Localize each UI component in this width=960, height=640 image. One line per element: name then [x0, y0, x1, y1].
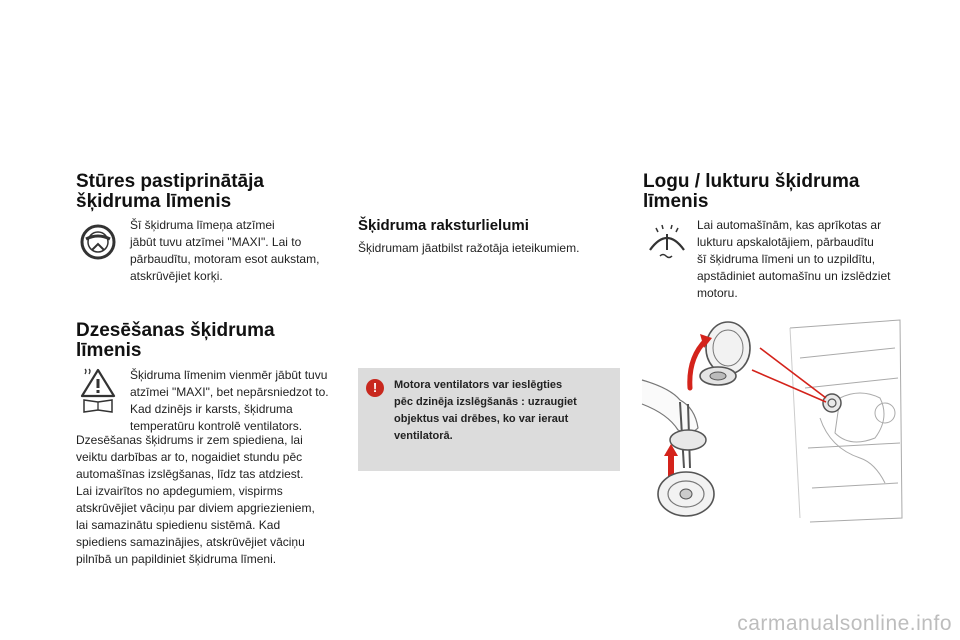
steering-wheel-icon: [78, 222, 118, 262]
steering-fluid-text: Šī šķidruma līmeņa atzīmei jābūt tuvu atzīmei "MAXI". Lai to pārbaudītu, motoram esot aukstam, atskrūvējiet korķi.: [130, 218, 320, 283]
exclamation-icon: !: [366, 379, 384, 397]
washer-fluid-text: Lai automašīnām, kas aprīkotas ar lukturu apskalotājiem, pārbaudītu šī šķidruma līmeni un to uzpildītu, apstādiniet automašīnu un izslēdziet motoru.: [697, 218, 891, 300]
fluid-specs-title: Šķidruma raksturlielumi: [358, 217, 529, 234]
engine-bay-illustration: [640, 318, 905, 524]
washer-fluid-title: Logu / lukturu šķidruma līmenis: [643, 171, 860, 212]
coolant-title: Dzesēšanas šķidruma līmenis: [76, 320, 275, 361]
hot-warning-icon: [80, 368, 116, 414]
coolant-text-indent: Šķidruma līmenim vienmēr jābūt tuvu atzīmei "MAXI", bet nepārsniedzot to. Kad dzinējs ir karsts, šķidruma temperatūru kontrolē ventilators.: [130, 368, 329, 433]
washer-fluid-icon: [646, 222, 688, 260]
steering-fluid-title: Stūres pastiprinātāja šķidruma līmenis: [76, 171, 264, 212]
fluid-specs-text: Šķidrumam jāatbilst ražotāja ieteikumiem.: [358, 241, 580, 255]
watermark: carmanualsonline.info: [737, 612, 952, 635]
warning-box: [358, 368, 620, 471]
coolant-text-full: Dzesēšanas šķidrums ir zem spiediena, lai veiktu darbības ar to, nogaidiet stundu pēc automašīnas izslēgšanas, līdz tas atdziest. Lai izvairītos no apdegumiem, vispirms atskrūvējiet vāciņu par diviem apgriezieniem, lai samazinātu spiedienu sistēmā. Kad spiediens samazinājies, atskrūvējiet vāciņu pilnībā un papildiniet šķidruma līmeni.: [76, 433, 315, 566]
warning-text: Motora ventilators var ieslēgties pēc dzinēja izslēgšanās : uzraugiet objektus vai drēbes, ko var ieraut ventilatorā.: [394, 379, 577, 442]
